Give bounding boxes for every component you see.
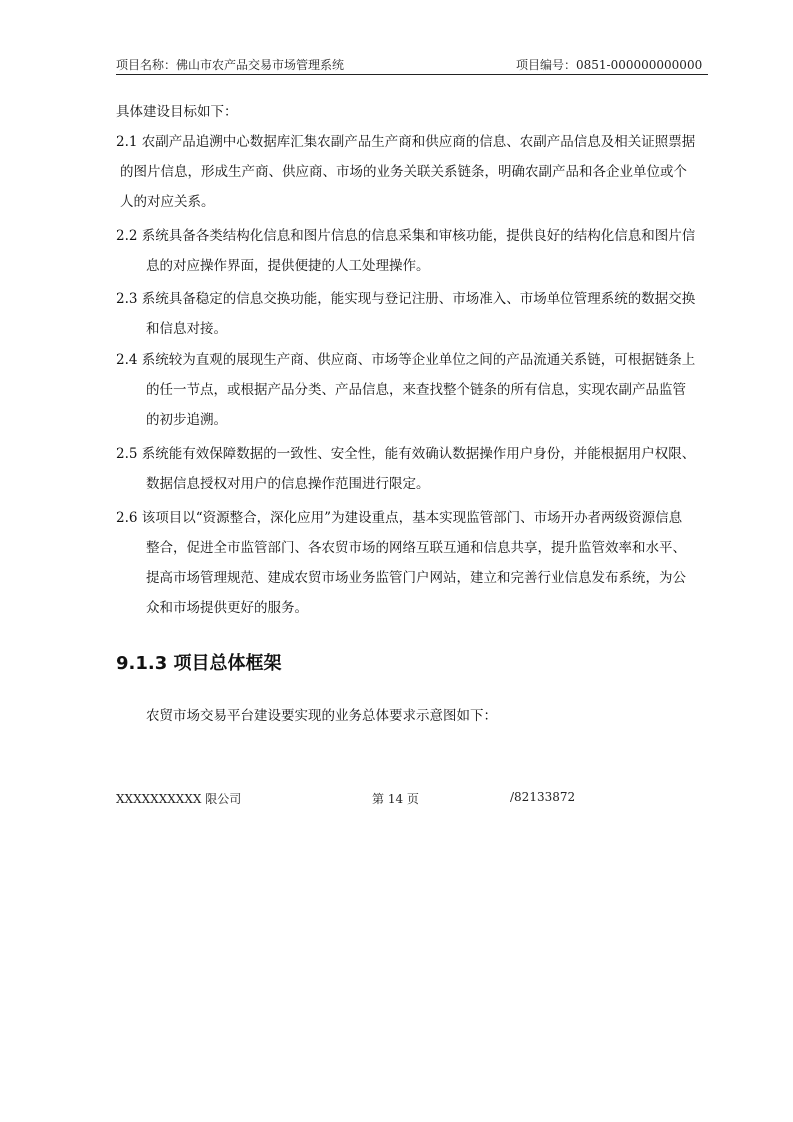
goal-line: 和信息对接。 — [146, 321, 227, 337]
goal-line: 人的对应关系。 — [120, 194, 215, 210]
goal-line: 的初步追溯。 — [146, 412, 227, 428]
goal-line: 众和市场提供更好的服务。 — [146, 600, 308, 616]
goal-line: 2.2 系统具备各类结构化信息和图片信息的信息采集和审核功能，提供良好的结构化信息和图片信 — [116, 228, 696, 244]
goal-line: 2.6 该项目以“资源整合，深化应用”为建设重点，基本实现监管部门、市场开办者两级资源信息 — [116, 510, 683, 526]
goal-line: 息的对应操作界面，提供便捷的人工处理操作。 — [146, 258, 430, 274]
goal-line: 2.4 系统较为直观的展现生产商、供应商、市场等企业单位之间的产品流通关系链，可根据链条上 — [116, 352, 696, 368]
section-paragraph: 农贸市场交易平台建设要实现的业务总体要求示意图如下： — [146, 708, 497, 724]
goal-line: 数据信息授权对用户的信息操作范围进行限定。 — [146, 476, 430, 492]
goal-item-2-3 — [116, 284, 716, 344]
goal-line: 2.1 农副产品追溯中心数据库汇集农副产品生产商和供应商的信息、农副产品信息及相关证照票据 — [116, 134, 696, 150]
project-code: 项目编号：0851-000000000000 — [516, 58, 703, 72]
page-header — [116, 56, 708, 75]
goal-line: 整合，促进全市监管部门、各农贸市场的网络互联互通和信息共享，提升监管效率和水平、 — [146, 540, 686, 556]
goal-item-2-1 — [116, 127, 716, 217]
goal-item-2-2 — [116, 221, 716, 281]
footer-page-number: 第 14 页 — [372, 792, 419, 806]
goal-line: 的任一节点，或根据产品分类、产品信息，来查找整个链条的所有信息，实现农副产品监管 — [146, 382, 686, 398]
footer-company: XXXXXXXXXX 限公司 — [116, 792, 242, 806]
goal-item-2-6 — [116, 503, 716, 623]
intro-text: 具体建设目标如下： — [116, 104, 238, 120]
goal-line: 的图片信息，形成生产商、供应商、市场的业务关联关系链条，明确农副产品和各企业单位或个 — [120, 164, 687, 180]
goal-item-2-4 — [116, 345, 716, 435]
goal-line: 2.5 系统能有效保障数据的一致性、安全性，能有效确认数据操作用户身份，并能根据用户权限、 — [116, 446, 696, 462]
goal-line: 2.3 系统具备稳定的信息交换功能，能实现与登记注册、市场准入、市场单位管理系统的数据交换 — [116, 291, 696, 307]
footer-phone: /82133872 — [510, 790, 576, 804]
goal-item-2-5 — [116, 439, 716, 499]
section-heading: 9.1.3 项目总体框架 — [116, 653, 282, 674]
goal-line: 提高市场管理规范、建成农贸市场业务监管门户网站，建立和完善行业信息发布系统，为公 — [146, 570, 686, 586]
project-name: 项目名称：佛山市农产品交易市场管理系统 — [116, 58, 345, 72]
